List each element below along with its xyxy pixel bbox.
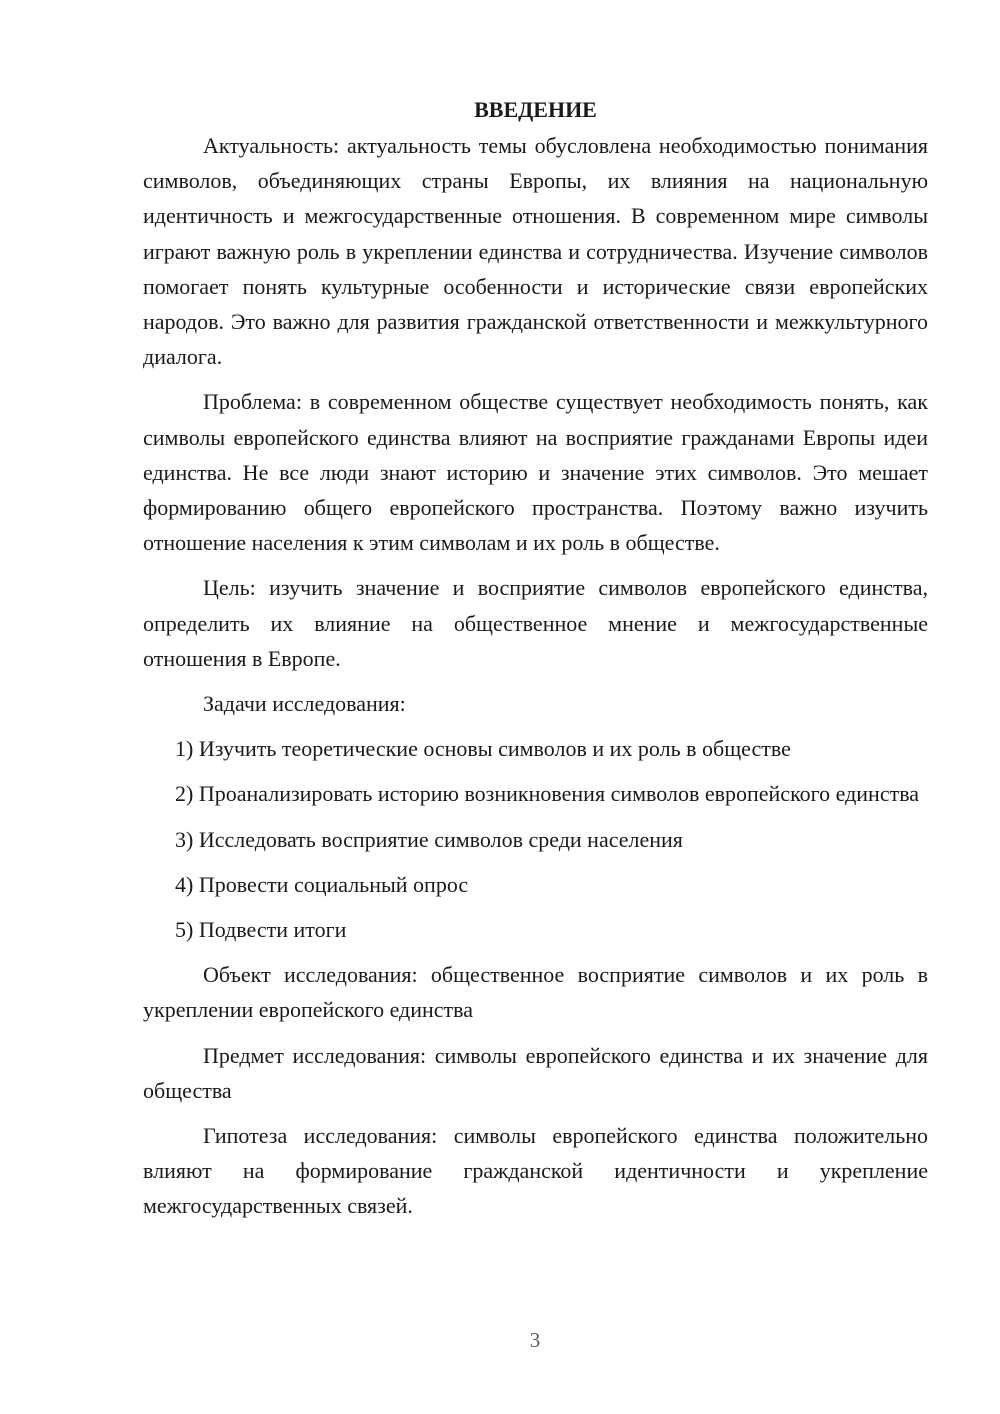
tasks-list [143, 731, 928, 947]
list-item: 4) Провести социальный опрос [175, 871, 469, 897]
list-item: 5) Подвести итоги [175, 917, 347, 943]
page-number: 3 [529, 1328, 541, 1352]
paragraph-problem: Проблема: в современном обществе существует необходимость понять, как символы европейского единства влияют на восприятие гражданами Европы идеи единства. Не все люди знают историю и значение этих символов. Это мешает формированию общего европейского пространства. Поэтому важно изучить отношение населения к этим символам и их роль в обществе. [143, 389, 928, 556]
paragraph-subject: Предмет исследования: символы европейского единства и их значение для общества [143, 1042, 928, 1103]
document-page [143, 92, 928, 1224]
list-item: 3) Исследовать восприятие символов среди населения [175, 826, 683, 852]
paragraph-relevance: Актуальность: актуальность темы обусловлена необходимостью понимания символов, объединяющих страны Европы, их влияния на национальную идентичность и межгосударственные отношения. В современном мире символы играют важную роль в укреплении единства и сотрудничества. Изучение символов помогает понять культурные особенности и исторические связи европейских народов. Это важно для развития гражданской ответственности и межкультурного диалога. [143, 133, 928, 370]
page-title: ВВЕДЕНИЕ [474, 97, 597, 122]
list-item: 1) Изучить теоретические основы символов и их роль в обществе [175, 736, 791, 762]
paragraph-object: Объект исследования: общественное восприятие символов и их роль в укреплении европейского единства [143, 962, 928, 1023]
list-item: 2) Проанализировать историю возникновения символов европейского единства [175, 781, 920, 807]
paragraph-goal: Цель: изучить значение и восприятие символов европейского единства, определить их влияние на общественное мнение и межгосударственные отношения в Европе. [143, 575, 928, 671]
paragraph-hypothesis: Гипотеза исследования: символы европейского единства положительно влияют на формирование гражданской идентичности и укрепление межгосударственных связей. [143, 1123, 928, 1219]
tasks-heading: Задачи исследования: [203, 691, 406, 717]
